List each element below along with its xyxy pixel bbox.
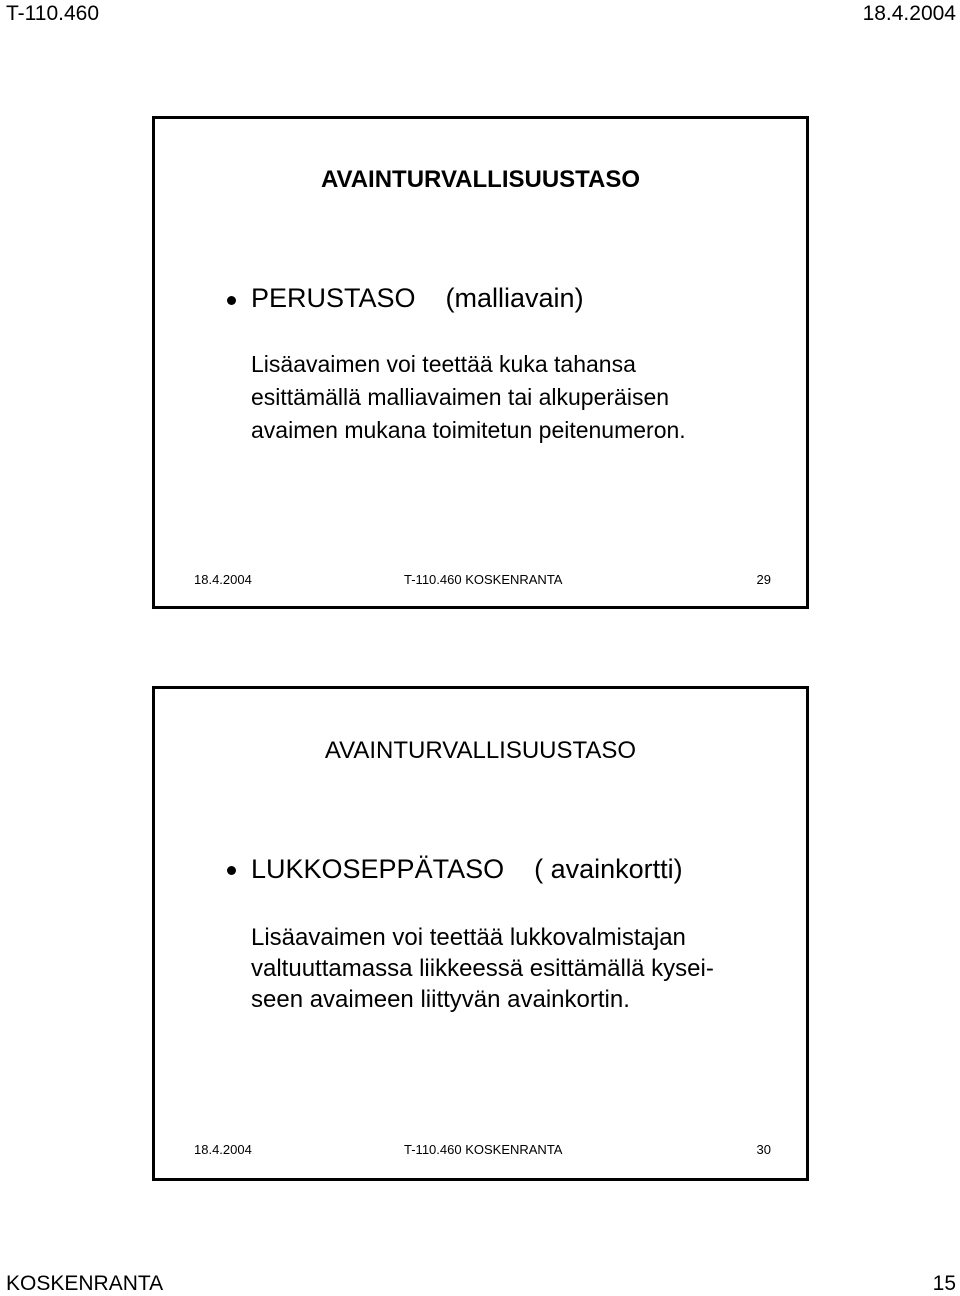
slide-footer-date: 18.4.2004 [194, 572, 252, 587]
bullet-main-label: LUKKOSEPPÄTASO [251, 854, 505, 884]
slide-footer-course: T-110.460 KOSKENRANTA [404, 572, 563, 587]
bullet-main-label: PERUSTASO [251, 283, 416, 313]
body-line: seen avaimeen liittyvän avainkortin. [251, 986, 630, 1013]
page-footer-author: KOSKENRANTA [6, 1272, 164, 1295]
body-line: valtuuttamassa liikkeessä esittämällä kysei- [251, 955, 714, 982]
page-header-course: T-110.460 [6, 2, 100, 25]
body-line: avaimen mukana toimitetun peitenumeron. [251, 417, 686, 443]
slide-body [251, 348, 686, 447]
bullet-heading [251, 856, 683, 883]
slide-29 [152, 116, 809, 609]
bullet-heading [251, 285, 584, 312]
slide-footer-number: 30 [756, 1142, 771, 1157]
page-header-date: 18.4.2004 [862, 2, 956, 25]
slide-footer-number: 29 [756, 572, 771, 587]
body-line: esittämällä malliavaimen tai alkuperäisen [251, 384, 670, 410]
slide-30 [152, 686, 809, 1181]
bullet-dot-icon [227, 296, 236, 305]
slide-body [251, 922, 714, 1015]
body-line: Lisäavaimen voi teettää kuka tahansa [251, 351, 636, 377]
bullet-note-label: (malliavain) [445, 283, 584, 313]
bullet-dot-icon [227, 866, 236, 875]
body-line: Lisäavaimen voi teettää lukkovalmistajan [251, 924, 686, 951]
slide-footer-course: T-110.460 KOSKENRANTA [404, 1142, 563, 1157]
slide-title: AVAINTURVALLISUUSTASO [324, 737, 637, 764]
slide-title: AVAINTURVALLISUUSTASO [320, 166, 641, 193]
slide-footer-date: 18.4.2004 [194, 1142, 252, 1157]
page-footer-page-number: 15 [932, 1272, 956, 1295]
bullet-note-label: ( avainkortti) [534, 854, 683, 884]
